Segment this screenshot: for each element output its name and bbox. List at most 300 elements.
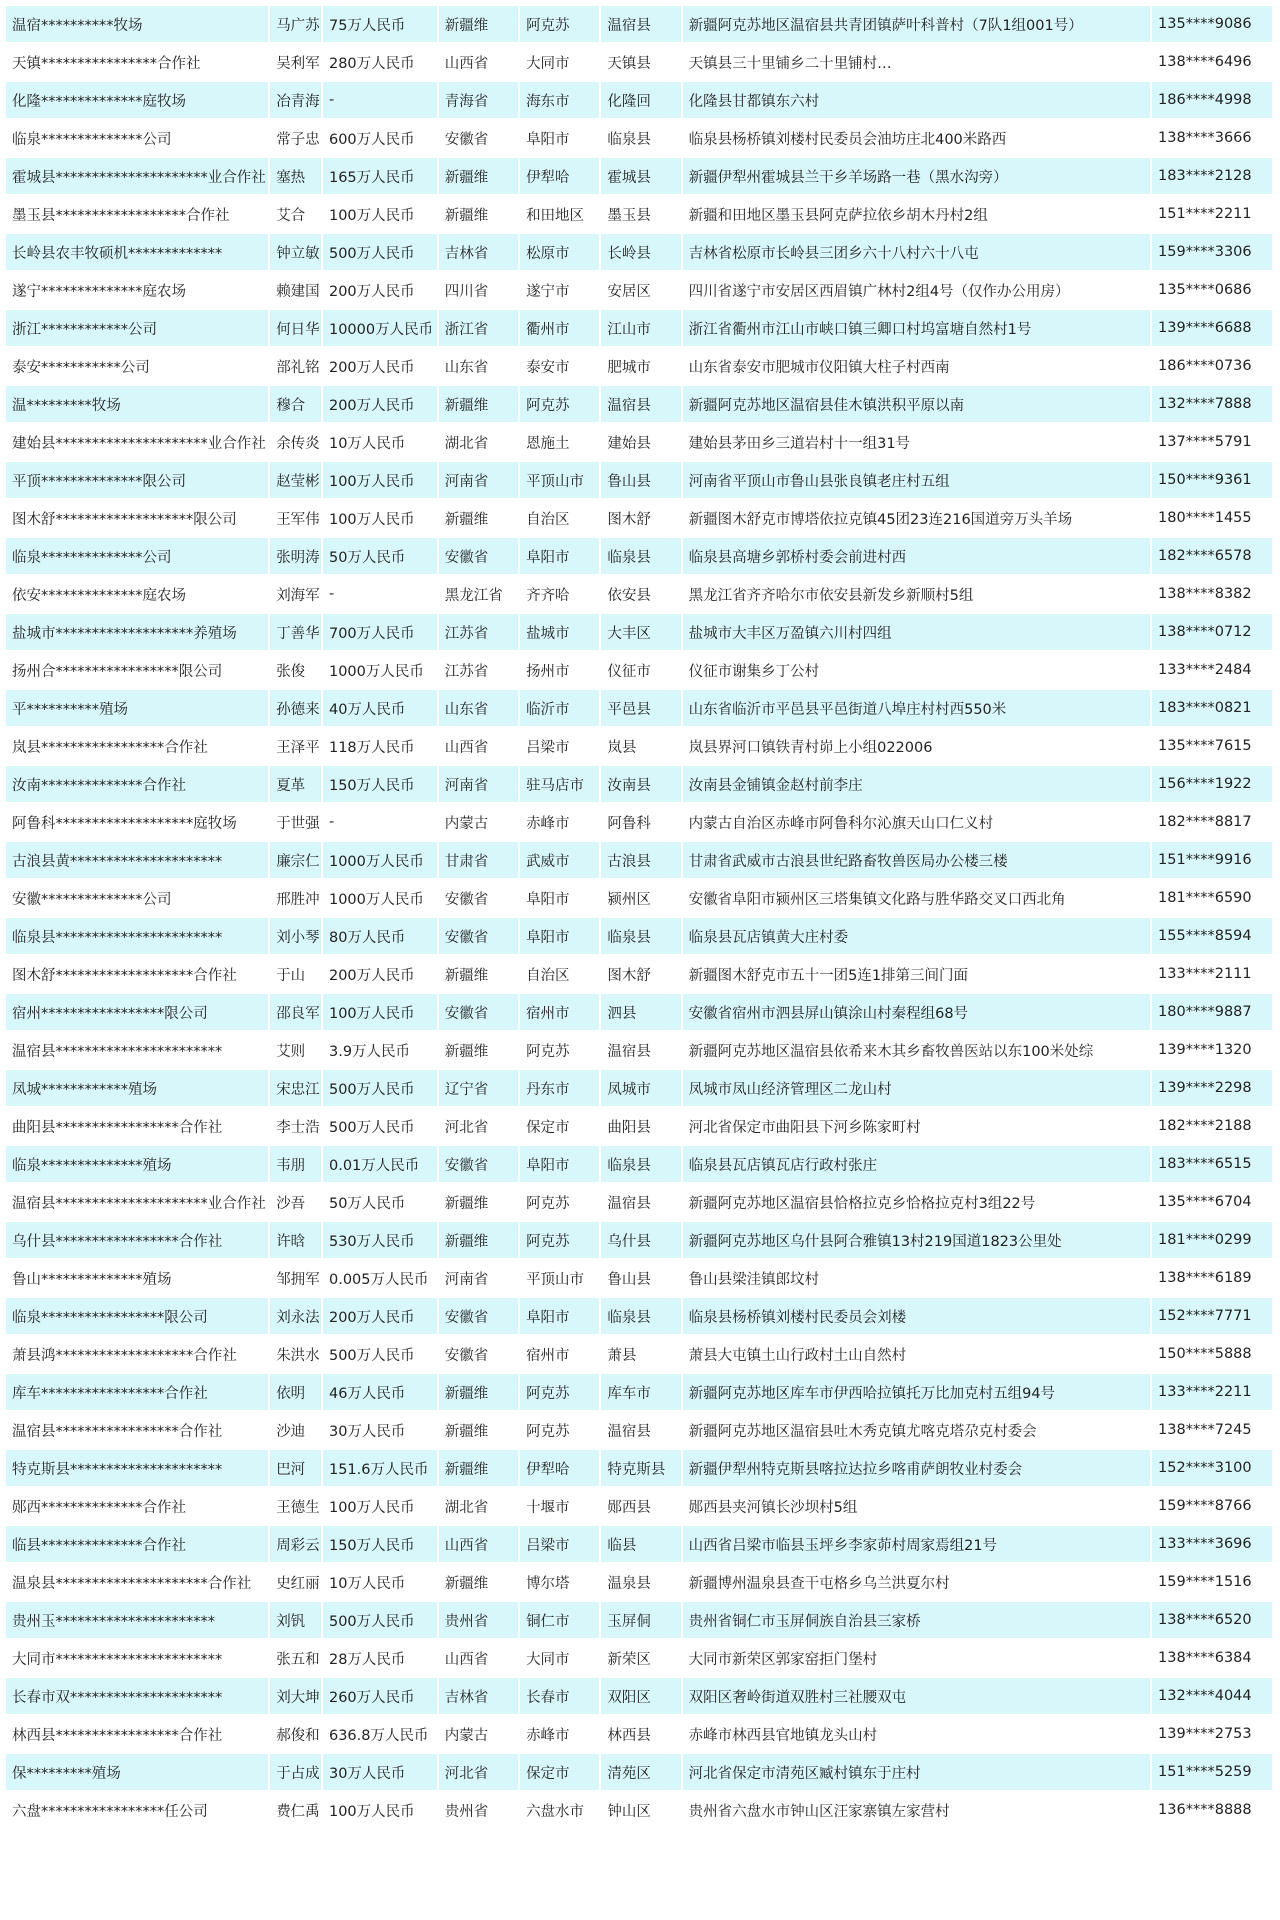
legal-person-cell: 丁善华	[270, 614, 321, 650]
province-cell: 青海省	[439, 82, 518, 118]
address-cell: 河北省保定市曲阳县下河乡陈家町村	[683, 1108, 1150, 1144]
registered-capital-cell: -	[323, 804, 437, 840]
company-name-cell: 萧县鸿*******************合作社	[6, 1336, 268, 1372]
registered-capital-cell: 10万人民币	[323, 424, 437, 460]
city-cell: 阜阳市	[520, 1146, 599, 1182]
address-cell: 鲁山县梁洼镇郎坟村	[683, 1260, 1150, 1296]
legal-person-cell: 许晗	[270, 1222, 321, 1258]
city-cell: 博尔塔	[520, 1564, 599, 1600]
phone-cell: 138****6496	[1152, 44, 1272, 80]
phone-cell: 181****6590	[1152, 880, 1272, 916]
address-cell: 双阳区奢岭街道双胜村三社腰双屯	[683, 1678, 1150, 1714]
county-cell: 建始县	[601, 424, 680, 460]
registered-capital-cell: 75万人民币	[323, 6, 437, 42]
table-row	[6, 918, 1272, 954]
province-cell: 安徽省	[439, 1298, 518, 1334]
company-name-cell: 霍城县*********************业合作社	[6, 158, 268, 194]
legal-person-cell: 于世强	[270, 804, 321, 840]
legal-person-cell: 部礼铭	[270, 348, 321, 384]
legal-person-cell: 王德生	[270, 1488, 321, 1524]
county-cell: 温宿县	[601, 386, 680, 422]
address-cell: 郧西县夹河镇长沙坝村5组	[683, 1488, 1150, 1524]
address-cell: 临泉县瓦店镇瓦店行政村张庄	[683, 1146, 1150, 1182]
registered-capital-cell: 260万人民币	[323, 1678, 437, 1714]
county-cell: 泗县	[601, 994, 680, 1030]
city-cell: 阜阳市	[520, 918, 599, 954]
county-cell: 库车市	[601, 1374, 680, 1410]
city-cell: 驻马店市	[520, 766, 599, 802]
address-cell: 临泉县瓦店镇黄大庄村委	[683, 918, 1150, 954]
phone-cell: 186****0736	[1152, 348, 1272, 384]
city-cell: 阜阳市	[520, 538, 599, 574]
city-cell: 阿克苏	[520, 6, 599, 42]
address-cell: 河南省平顶山市鲁山县张良镇老庄村五组	[683, 462, 1150, 498]
company-name-cell: 长岭县农丰牧硕机*************	[6, 234, 268, 270]
table-row	[6, 766, 1272, 802]
province-cell: 新疆维	[439, 1564, 518, 1600]
legal-person-cell: 何日华	[270, 310, 321, 346]
registered-capital-cell: 0.005万人民币	[323, 1260, 437, 1296]
county-cell: 乌什县	[601, 1222, 680, 1258]
city-cell: 武威市	[520, 842, 599, 878]
county-cell: 临泉县	[601, 538, 680, 574]
address-cell: 临泉县杨桥镇刘楼村民委员会油坊庄北400米路西	[683, 120, 1150, 156]
table-row	[6, 44, 1272, 80]
legal-person-cell: 张明涛	[270, 538, 321, 574]
table-row	[6, 1032, 1272, 1068]
county-cell: 新荣区	[601, 1640, 680, 1676]
company-name-cell: 特克斯县*********************	[6, 1450, 268, 1486]
legal-person-cell: 于占成	[270, 1754, 321, 1790]
table-row	[6, 1640, 1272, 1676]
legal-person-cell: 张俊	[270, 652, 321, 688]
registered-capital-cell: 100万人民币	[323, 1792, 437, 1828]
address-cell: 四川省遂宁市安居区西眉镇广林村2组4号（仅作办公用房）	[683, 272, 1150, 308]
legal-person-cell: 赵莹彬	[270, 462, 321, 498]
registered-capital-cell: 100万人民币	[323, 500, 437, 536]
legal-person-cell: 刘钒	[270, 1602, 321, 1638]
city-cell: 伊犁哈	[520, 1450, 599, 1486]
province-cell: 新疆维	[439, 1032, 518, 1068]
phone-cell: 135****9086	[1152, 6, 1272, 42]
table-row	[6, 1602, 1272, 1638]
address-cell: 新疆阿克苏地区温宿县依希来木其乡畜牧兽医站以东100米处综	[683, 1032, 1150, 1068]
phone-cell: 136****8888	[1152, 1792, 1272, 1828]
registered-capital-cell: 150万人民币	[323, 766, 437, 802]
province-cell: 河北省	[439, 1108, 518, 1144]
address-cell: 浙江省衢州市江山市峡口镇三卿口村坞富塘自然村1号	[683, 310, 1150, 346]
legal-person-cell: 史红丽	[270, 1564, 321, 1600]
county-cell: 玉屏侗	[601, 1602, 680, 1638]
address-cell: 新疆博州温泉县查干屯格乡乌兰洪夏尔村	[683, 1564, 1150, 1600]
city-cell: 衢州市	[520, 310, 599, 346]
legal-person-cell: 王泽平	[270, 728, 321, 764]
address-cell: 新疆图木舒克市五十一团5连1排第三间门面	[683, 956, 1150, 992]
legal-person-cell: 郝俊和	[270, 1716, 321, 1752]
registered-capital-cell: 30万人民币	[323, 1412, 437, 1448]
county-cell: 林西县	[601, 1716, 680, 1752]
city-cell: 自治区	[520, 956, 599, 992]
table-row	[6, 538, 1272, 574]
address-cell: 黑龙江省齐齐哈尔市依安县新发乡新顺村5组	[683, 576, 1150, 612]
phone-cell: 151****2211	[1152, 196, 1272, 232]
county-cell: 图木舒	[601, 956, 680, 992]
legal-person-cell: 艾则	[270, 1032, 321, 1068]
table-row	[6, 1374, 1272, 1410]
registered-capital-cell: 500万人民币	[323, 1602, 437, 1638]
province-cell: 新疆维	[439, 1374, 518, 1410]
province-cell: 新疆维	[439, 386, 518, 422]
legal-person-cell: 冶青海	[270, 82, 321, 118]
company-name-cell: 贵州玉**********************	[6, 1602, 268, 1638]
province-cell: 河南省	[439, 1260, 518, 1296]
county-cell: 钟山区	[601, 1792, 680, 1828]
address-cell: 新疆伊犁州特克斯县喀拉达拉乡喀甫萨朗牧业村委会	[683, 1450, 1150, 1486]
company-name-cell: 墨玉县******************合作社	[6, 196, 268, 232]
city-cell: 阿克苏	[520, 1374, 599, 1410]
address-cell: 河北省保定市清苑区臧村镇东于庄村	[683, 1754, 1150, 1790]
table-row	[6, 804, 1272, 840]
province-cell: 安徽省	[439, 994, 518, 1030]
phone-cell: 138****6189	[1152, 1260, 1272, 1296]
company-name-cell: 图木舒*******************限公司	[6, 500, 268, 536]
table-row	[6, 1184, 1272, 1220]
company-name-cell: 郧西**************合作社	[6, 1488, 268, 1524]
registered-capital-cell: 200万人民币	[323, 348, 437, 384]
city-cell: 赤峰市	[520, 1716, 599, 1752]
registered-capital-cell: 1000万人民币	[323, 842, 437, 878]
county-cell: 温泉县	[601, 1564, 680, 1600]
company-name-cell: 凤城************殖场	[6, 1070, 268, 1106]
province-cell: 湖北省	[439, 424, 518, 460]
table-row	[6, 1716, 1272, 1752]
address-cell: 临泉县高塘乡郭桥村委会前进村西	[683, 538, 1150, 574]
county-cell: 大丰区	[601, 614, 680, 650]
county-cell: 温宿县	[601, 1412, 680, 1448]
registered-capital-cell: 30万人民币	[323, 1754, 437, 1790]
registered-capital-cell: 46万人民币	[323, 1374, 437, 1410]
county-cell: 天镇县	[601, 44, 680, 80]
company-name-cell: 鲁山**************殖场	[6, 1260, 268, 1296]
province-cell: 安徽省	[439, 538, 518, 574]
address-cell: 新疆阿克苏地区乌什县阿合雅镇13村219国道1823公里处	[683, 1222, 1150, 1258]
table-row	[6, 1564, 1272, 1600]
table-row	[6, 462, 1272, 498]
phone-cell: 151****9916	[1152, 842, 1272, 878]
city-cell: 阿克苏	[520, 1032, 599, 1068]
registered-capital-cell: 10万人民币	[323, 1564, 437, 1600]
company-name-cell: 曲阳县*****************合作社	[6, 1108, 268, 1144]
phone-cell: 135****7615	[1152, 728, 1272, 764]
legal-person-cell: 宋忠江	[270, 1070, 321, 1106]
province-cell: 新疆维	[439, 1222, 518, 1258]
registered-capital-cell: 200万人民币	[323, 1298, 437, 1334]
province-cell: 河南省	[439, 462, 518, 498]
county-cell: 长岭县	[601, 234, 680, 270]
legal-person-cell: 马广苏	[270, 6, 321, 42]
county-cell: 临泉县	[601, 1146, 680, 1182]
province-cell: 山西省	[439, 728, 518, 764]
company-name-cell: 化隆**************庭牧场	[6, 82, 268, 118]
company-name-cell: 建始县*********************业合作社	[6, 424, 268, 460]
phone-cell: 137****5791	[1152, 424, 1272, 460]
registered-capital-cell: 500万人民币	[323, 1336, 437, 1372]
registered-capital-cell: 100万人民币	[323, 1488, 437, 1524]
table-row	[6, 994, 1272, 1030]
legal-person-cell: 沙吾	[270, 1184, 321, 1220]
province-cell: 新疆维	[439, 1412, 518, 1448]
legal-person-cell: 依明	[270, 1374, 321, 1410]
province-cell: 新疆维	[439, 6, 518, 42]
county-cell: 阿鲁科	[601, 804, 680, 840]
city-cell: 泰安市	[520, 348, 599, 384]
address-cell: 山东省泰安市肥城市仪阳镇大柱子村西南	[683, 348, 1150, 384]
company-name-cell: 盐城市*******************养殖场	[6, 614, 268, 650]
address-cell: 新疆阿克苏地区温宿县恰格拉克乡恰格拉克村3组22号	[683, 1184, 1150, 1220]
city-cell: 齐齐哈	[520, 576, 599, 612]
province-cell: 江苏省	[439, 652, 518, 688]
legal-person-cell: 余传炎	[270, 424, 321, 460]
company-name-cell: 汝南**************合作社	[6, 766, 268, 802]
address-cell: 萧县大屯镇土山行政村土山自然村	[683, 1336, 1150, 1372]
city-cell: 赤峰市	[520, 804, 599, 840]
address-cell: 贵州省铜仁市玉屏侗族自治县三家桥	[683, 1602, 1150, 1638]
registered-capital-cell: 200万人民币	[323, 956, 437, 992]
registered-capital-cell: 0.01万人民币	[323, 1146, 437, 1182]
address-cell: 安徽省宿州市泗县屏山镇涂山村秦程组68号	[683, 994, 1150, 1030]
company-name-cell: 天镇****************合作社	[6, 44, 268, 80]
province-cell: 山西省	[439, 1526, 518, 1562]
address-cell: 新疆阿克苏地区温宿县共青团镇萨叶科普村（7队1组001号）	[683, 6, 1150, 42]
province-cell: 江苏省	[439, 614, 518, 650]
province-cell: 新疆维	[439, 158, 518, 194]
registered-capital-cell: 100万人民币	[323, 994, 437, 1030]
city-cell: 阜阳市	[520, 120, 599, 156]
registered-capital-cell: 530万人民币	[323, 1222, 437, 1258]
province-cell: 山东省	[439, 690, 518, 726]
company-name-cell: 岚县*****************合作社	[6, 728, 268, 764]
table-row	[6, 1260, 1272, 1296]
legal-person-cell: 邢胜冲	[270, 880, 321, 916]
phone-cell: 152****7771	[1152, 1298, 1272, 1334]
company-name-cell: 临县**************合作社	[6, 1526, 268, 1562]
province-cell: 内蒙古	[439, 804, 518, 840]
registered-capital-cell: 500万人民币	[323, 234, 437, 270]
phone-cell: 152****3100	[1152, 1450, 1272, 1486]
city-cell: 阜阳市	[520, 880, 599, 916]
phone-cell: 182****8817	[1152, 804, 1272, 840]
phone-cell: 133****2211	[1152, 1374, 1272, 1410]
company-name-cell: 临泉**************公司	[6, 120, 268, 156]
province-cell: 湖北省	[439, 1488, 518, 1524]
table-row	[6, 1222, 1272, 1258]
province-cell: 新疆维	[439, 196, 518, 232]
company-name-cell: 温宿县***********************	[6, 1032, 268, 1068]
table-row	[6, 158, 1272, 194]
company-name-cell: 温宿县*********************业合作社	[6, 1184, 268, 1220]
company-name-cell: 六盘*****************任公司	[6, 1792, 268, 1828]
province-cell: 辽宁省	[439, 1070, 518, 1106]
phone-cell: 180****9887	[1152, 994, 1272, 1030]
company-name-cell: 温泉县*********************合作社	[6, 1564, 268, 1600]
table-row	[6, 424, 1272, 460]
company-name-cell: 临泉**************公司	[6, 538, 268, 574]
province-cell: 河南省	[439, 766, 518, 802]
table-row	[6, 6, 1272, 42]
phone-cell: 135****0686	[1152, 272, 1272, 308]
legal-person-cell: 邵良军	[270, 994, 321, 1030]
legal-person-cell: 廉宗仁	[270, 842, 321, 878]
registered-capital-cell: 1000万人民币	[323, 652, 437, 688]
phone-cell: 180****1455	[1152, 500, 1272, 536]
city-cell: 自治区	[520, 500, 599, 536]
phone-cell: 182****6578	[1152, 538, 1272, 574]
table-row	[6, 1146, 1272, 1182]
city-cell: 盐城市	[520, 614, 599, 650]
address-cell: 新疆伊犁州霍城县兰干乡羊场路一巷（黑水沟旁）	[683, 158, 1150, 194]
city-cell: 铜仁市	[520, 1602, 599, 1638]
city-cell: 扬州市	[520, 652, 599, 688]
phone-cell: 183****0821	[1152, 690, 1272, 726]
city-cell: 丹东市	[520, 1070, 599, 1106]
address-cell: 新疆图木舒克市博塔依拉克镇45团23连216国道旁万头羊场	[683, 500, 1150, 536]
table-row	[6, 272, 1272, 308]
table-row	[6, 196, 1272, 232]
city-cell: 保定市	[520, 1754, 599, 1790]
county-cell: 化隆回	[601, 82, 680, 118]
company-name-cell: 乌什县*****************合作社	[6, 1222, 268, 1258]
registered-capital-cell: 80万人民币	[323, 918, 437, 954]
legal-person-cell: 穆合	[270, 386, 321, 422]
county-cell: 肥城市	[601, 348, 680, 384]
province-cell: 安徽省	[439, 1146, 518, 1182]
province-cell: 内蒙古	[439, 1716, 518, 1752]
county-cell: 古浪县	[601, 842, 680, 878]
registered-capital-cell: 165万人民币	[323, 158, 437, 194]
city-cell: 吕梁市	[520, 728, 599, 764]
registered-capital-cell: 500万人民币	[323, 1070, 437, 1106]
address-cell: 内蒙古自治区赤峰市阿鲁科尔沁旗天山口仁义村	[683, 804, 1150, 840]
county-cell: 平邑县	[601, 690, 680, 726]
province-cell: 黑龙江省	[439, 576, 518, 612]
province-cell: 新疆维	[439, 1450, 518, 1486]
company-name-cell: 安徽**************公司	[6, 880, 268, 916]
city-cell: 阿克苏	[520, 1412, 599, 1448]
phone-cell: 138****7245	[1152, 1412, 1272, 1448]
table-row	[6, 1412, 1272, 1448]
registered-capital-cell: 150万人民币	[323, 1526, 437, 1562]
company-name-cell: 平**********殖场	[6, 690, 268, 726]
county-cell: 岚县	[601, 728, 680, 764]
city-cell: 大同市	[520, 44, 599, 80]
company-name-cell: 林西县*****************合作社	[6, 1716, 268, 1752]
address-cell: 天镇县三十里铺乡二十里铺村…	[683, 44, 1150, 80]
phone-cell: 138****6520	[1152, 1602, 1272, 1638]
phone-cell: 159****8766	[1152, 1488, 1272, 1524]
legal-person-cell: 周彩云	[270, 1526, 321, 1562]
address-cell: 凤城市凤山经济管理区二龙山村	[683, 1070, 1150, 1106]
phone-cell: 139****1320	[1152, 1032, 1272, 1068]
registered-capital-cell: 40万人民币	[323, 690, 437, 726]
table-row	[6, 1678, 1272, 1714]
legal-person-cell: 邹拥军	[270, 1260, 321, 1296]
table-row	[6, 1298, 1272, 1334]
registered-capital-cell: 3.9万人民币	[323, 1032, 437, 1068]
legal-person-cell: 费仁禹	[270, 1792, 321, 1828]
legal-person-cell: 塞热	[270, 158, 321, 194]
legal-person-cell: 刘永法	[270, 1298, 321, 1334]
phone-cell: 133****3696	[1152, 1526, 1272, 1562]
registered-capital-cell: -	[323, 82, 437, 118]
city-cell: 保定市	[520, 1108, 599, 1144]
phone-cell: 138****6384	[1152, 1640, 1272, 1676]
enterprise-table	[4, 4, 1274, 1830]
legal-person-cell: 刘大坤	[270, 1678, 321, 1714]
province-cell: 山西省	[439, 1640, 518, 1676]
company-name-cell: 温*********牧场	[6, 386, 268, 422]
address-cell: 山东省临沂市平邑县平邑街道八埠庄村村西550米	[683, 690, 1150, 726]
table-row	[6, 500, 1272, 536]
table-row	[6, 1108, 1272, 1144]
table-row	[6, 1792, 1272, 1828]
phone-cell: 151****5259	[1152, 1754, 1272, 1790]
province-cell: 吉林省	[439, 234, 518, 270]
address-cell: 山西省吕梁市临县玉坪乡李家茆村周家焉组21号	[683, 1526, 1150, 1562]
county-cell: 颍州区	[601, 880, 680, 916]
table-row	[6, 120, 1272, 156]
table-row	[6, 1488, 1272, 1524]
company-name-cell: 遂宁**************庭农场	[6, 272, 268, 308]
city-cell: 大同市	[520, 1640, 599, 1676]
table-row	[6, 1336, 1272, 1372]
legal-person-cell: 朱洪水	[270, 1336, 321, 1372]
table-row	[6, 880, 1272, 916]
registered-capital-cell: 636.8万人民币	[323, 1716, 437, 1752]
company-name-cell: 浙江************公司	[6, 310, 268, 346]
legal-person-cell: 刘海军	[270, 576, 321, 612]
phone-cell: 159****1516	[1152, 1564, 1272, 1600]
address-cell: 甘肃省武威市古浪县世纪路畜牧兽医局办公楼三楼	[683, 842, 1150, 878]
city-cell: 长春市	[520, 1678, 599, 1714]
company-name-cell: 泰安***********公司	[6, 348, 268, 384]
county-cell: 安居区	[601, 272, 680, 308]
province-cell: 吉林省	[439, 1678, 518, 1714]
registered-capital-cell: 1000万人民币	[323, 880, 437, 916]
county-cell: 郧西县	[601, 1488, 680, 1524]
address-cell: 仪征市谢集乡丁公村	[683, 652, 1150, 688]
province-cell: 山西省	[439, 44, 518, 80]
company-name-cell: 库车*****************合作社	[6, 1374, 268, 1410]
table-row	[6, 614, 1272, 650]
city-cell: 六盘水市	[520, 1792, 599, 1828]
table-row	[6, 348, 1272, 384]
province-cell: 浙江省	[439, 310, 518, 346]
address-cell: 新疆阿克苏地区库车市伊西哈拉镇托万比加克村五组94号	[683, 1374, 1150, 1410]
legal-person-cell: 夏革	[270, 766, 321, 802]
table-row	[6, 234, 1272, 270]
county-cell: 凤城市	[601, 1070, 680, 1106]
county-cell: 江山市	[601, 310, 680, 346]
address-cell: 岚县界河口镇铁青村峁上小组022006	[683, 728, 1150, 764]
phone-cell: 159****3306	[1152, 234, 1272, 270]
province-cell: 安徽省	[439, 120, 518, 156]
registered-capital-cell: 100万人民币	[323, 462, 437, 498]
registered-capital-cell: 100万人民币	[323, 196, 437, 232]
legal-person-cell: 王军伟	[270, 500, 321, 536]
address-cell: 盐城市大丰区万盈镇六川村四组	[683, 614, 1150, 650]
company-name-cell: 古浪县黄*********************	[6, 842, 268, 878]
legal-person-cell: 孙德来	[270, 690, 321, 726]
